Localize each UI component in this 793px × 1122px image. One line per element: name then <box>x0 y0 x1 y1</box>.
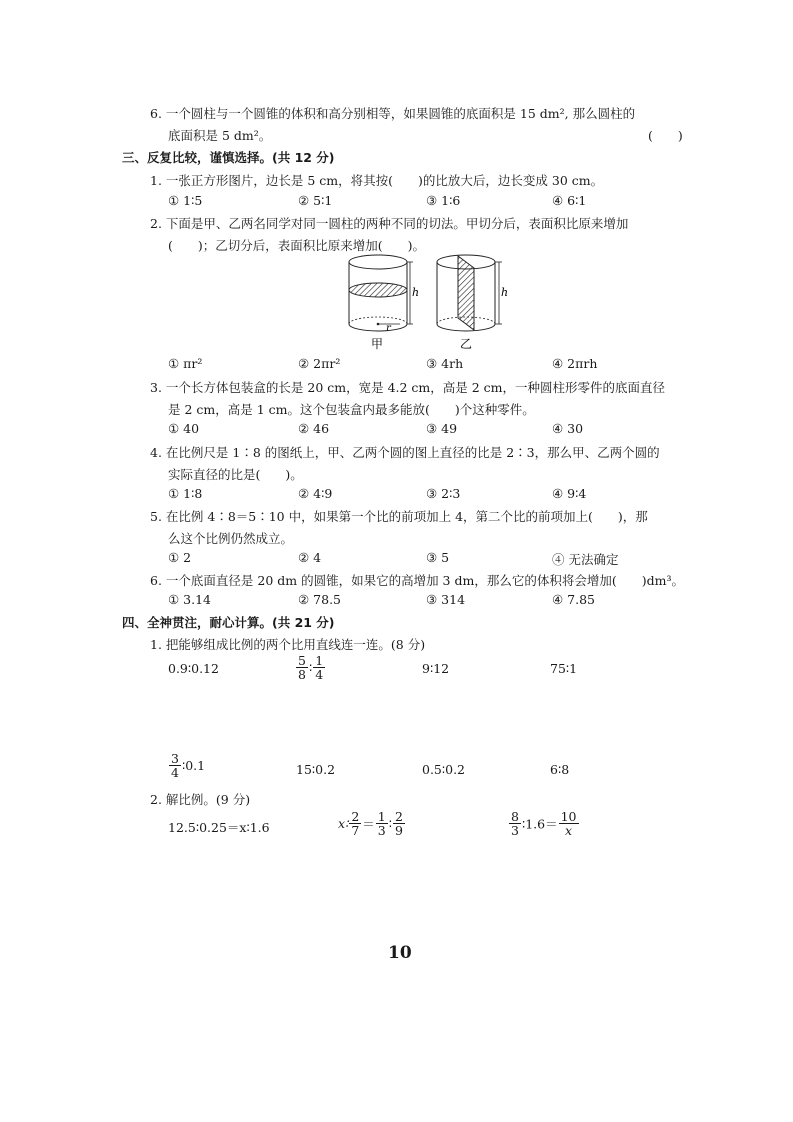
question-text: 1. 把能够组成比例的两个比用直线连一连。(8 分) <box>150 637 426 652</box>
question-text: 是 2 cm，高是 1 cm。这个包装盒内最多能放( )个这种零件。 <box>168 402 535 417</box>
option: ③ 2∶3 <box>426 486 461 501</box>
question-text: 么这个比例仍然成立。 <box>168 531 294 546</box>
option: ③ 4rh <box>426 356 464 371</box>
question-text: 6. 一个圆柱与一个圆锥的体积和高分别相等，如果圆锥的底面积是 15 dm², 那么圆柱的 <box>150 106 636 121</box>
question-text: 2. 解比例。(9 分) <box>150 792 251 807</box>
ratio-item: $\frac{5}{8}$ ∶ $\frac{1}{4}$ <box>298 653 324 683</box>
option: ③ 49 <box>426 421 458 436</box>
option: ② 4 <box>298 550 322 565</box>
option: ④ 6∶1 <box>552 193 587 208</box>
option: ④ 2πrh <box>552 356 598 371</box>
option: ③ 5 <box>426 550 450 565</box>
cylinder-a-label: 甲 <box>371 337 384 351</box>
option: ③ 1∶6 <box>426 193 461 208</box>
option: ① 2 <box>168 550 192 565</box>
ratio-item: 15∶0.2 <box>296 762 336 777</box>
ratio-item: 0.5∶0.2 <box>422 762 466 777</box>
cylinder-a <box>349 255 413 331</box>
ratio-item: 9∶12 <box>422 661 450 676</box>
question-text: 6. 一个底面直径是 20 dm 的圆锥，如果它的高增加 3 dm，那么它的体积将会增加( )dm³。 <box>150 573 684 588</box>
page-number: 10 <box>388 943 412 963</box>
ratio-item: 0.9∶0.12 <box>168 661 219 676</box>
question-text: 底面积是 5 dm²。 <box>168 128 272 143</box>
option: ② 46 <box>298 421 330 436</box>
option: ③ 314 <box>426 592 466 607</box>
question-text: 4. 在比例尺是 1∶8 的图纸上，甲、乙两个圆的图上直径的比是 2∶3，那么甲、乙两个圆的 <box>150 445 660 460</box>
equation: $\frac{8}{3}$ ∶1.6＝ $\frac{10}{x}$ <box>511 809 577 839</box>
option: ② 2πr² <box>298 356 341 371</box>
option: ④ 9∶4 <box>552 486 587 501</box>
question-text: 5. 在比例 4∶8＝5∶10 中，如果第一个比的前项加上 4，第二个比的前项加上( )，那 <box>150 509 648 524</box>
cylinder-figure <box>340 252 525 354</box>
equation: 12.5∶0.25＝x∶1.6 <box>168 820 270 835</box>
equation: x∶ $\frac{2}{7}$ ＝ $\frac{1}{3}$ ∶ $\frac{2}{9}$ <box>338 809 403 839</box>
ratio-item: $\frac{3}{4}$ ∶0.1 <box>171 751 206 781</box>
ratio-item: 75∶1 <box>550 661 578 676</box>
option: ④ 7.85 <box>552 592 596 607</box>
question-text: ( )；乙切分后，表面积比原来增加( )。 <box>168 238 426 253</box>
option: ① 1∶5 <box>168 193 203 208</box>
ratio-item: 6∶8 <box>550 762 570 777</box>
option: ② 5∶1 <box>298 193 333 208</box>
option: ① 1∶8 <box>168 486 203 501</box>
option: ① 40 <box>168 421 200 436</box>
question-text: 实际直径的比是( )。 <box>168 467 303 482</box>
option: ① 3.14 <box>168 592 212 607</box>
option: ④ 30 <box>552 421 584 436</box>
section-title: 四、全神贯注，耐心计算。(共 21 分) <box>122 615 335 630</box>
height-label-a: h <box>412 286 420 299</box>
answer-blank: ( ) <box>648 128 683 143</box>
question-text: 2. 下面是甲、乙两名同学对同一圆柱的两种不同的切法。甲切分后，表面积比原来增加 <box>150 216 629 231</box>
section-title: 三、反复比较，谨慎选择。(共 12 分) <box>122 150 335 165</box>
radius-label: r <box>386 323 391 334</box>
question-text: 3. 一个长方体包装盒的长是 20 cm，宽是 4.2 cm，高是 2 cm，一种圆柱形零件的底面直径 <box>150 380 666 395</box>
option: ② 78.5 <box>298 592 342 607</box>
option: ② 4∶9 <box>298 486 333 501</box>
cylinder-b-label: 乙 <box>460 337 473 351</box>
cylinder-b <box>437 255 502 331</box>
height-label-b: h <box>501 286 509 299</box>
option: ④ 无法确定 <box>552 552 619 567</box>
question-text: 1. 一张正方形图片，边长是 5 cm，将其按( )的比放大后，边长变成 30 cm。 <box>150 173 604 188</box>
option: ① πr² <box>168 356 203 371</box>
